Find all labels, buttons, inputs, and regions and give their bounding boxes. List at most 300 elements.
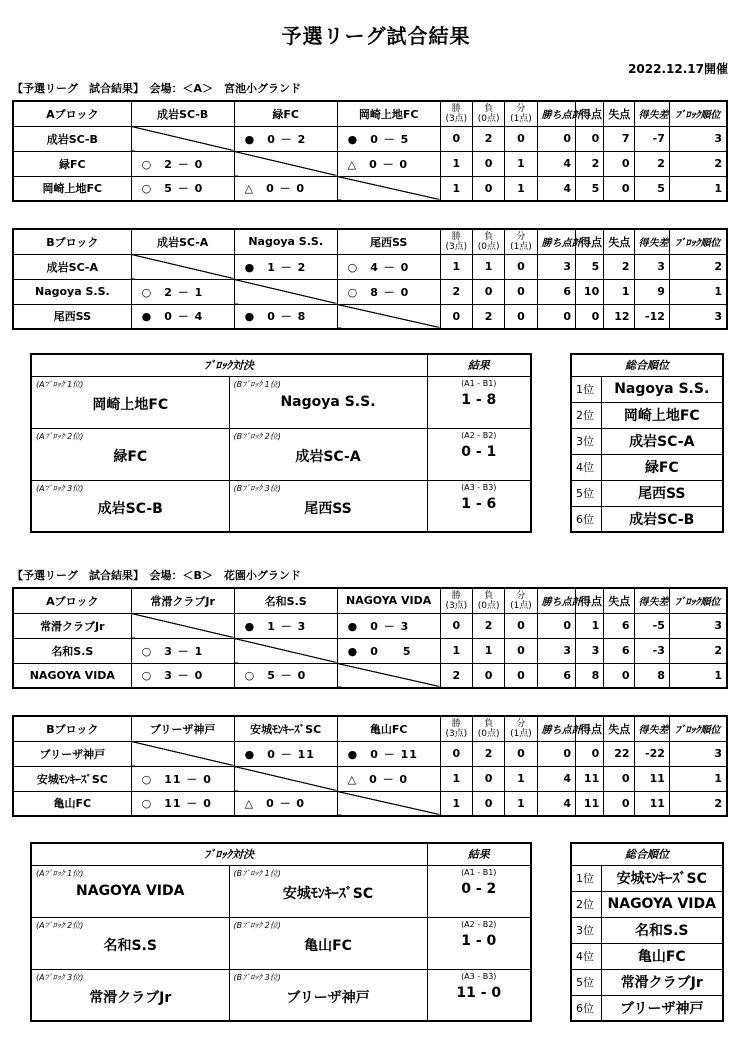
ranking-row bbox=[571, 376, 723, 402]
stat-header-label: 負 bbox=[484, 103, 494, 114]
stat-gd: 2 bbox=[634, 151, 669, 176]
versus-team-cell bbox=[229, 917, 427, 969]
stat-gf: 10 bbox=[575, 279, 603, 304]
block-rank-caption: (Bﾌﾞﾛｯｸ 1位) bbox=[233, 868, 281, 878]
table-row bbox=[13, 126, 727, 151]
league-table bbox=[12, 715, 728, 817]
ranking-team: ブリーザ神戸 bbox=[601, 995, 723, 1021]
stat-l: 2 bbox=[472, 304, 504, 329]
stat-pts: 4 bbox=[537, 176, 575, 201]
versus-team: NAGOYA VIDA bbox=[76, 882, 185, 899]
match-code: (A1 - B1) bbox=[461, 378, 497, 388]
stat-rank: 3 bbox=[669, 126, 727, 151]
match-code: (A3 - B3) bbox=[461, 971, 497, 981]
stat-header bbox=[505, 588, 537, 613]
stat-rank: 2 bbox=[669, 791, 727, 816]
versus-team-cell bbox=[31, 376, 229, 428]
versus-team-cell bbox=[229, 480, 427, 532]
stat-d: 0 bbox=[505, 126, 537, 151]
table-row bbox=[13, 279, 727, 304]
block-versus-table bbox=[30, 842, 532, 1022]
result-head: 結果 bbox=[427, 354, 531, 376]
team-name: 安城ﾓﾝｷｰｽﾞSC bbox=[13, 766, 131, 791]
team-name: 岡崎上地FC bbox=[13, 176, 131, 201]
versus-team: 尾西SS bbox=[304, 500, 352, 517]
stat-pts: 4 bbox=[537, 151, 575, 176]
table-row bbox=[13, 766, 727, 791]
stat-gd: -5 bbox=[634, 613, 669, 638]
event-date: 2022.12.17開催 bbox=[628, 62, 728, 76]
stat-header bbox=[505, 716, 537, 741]
opponent-header: 安城ﾓﾝｷｰｽﾞSC bbox=[234, 716, 337, 741]
ranking-team: 名和S.S bbox=[601, 917, 723, 943]
stat-rank: 1 bbox=[669, 279, 727, 304]
table-row bbox=[13, 663, 727, 688]
block-rank-caption: (Aﾌﾞﾛｯｸ 2位) bbox=[36, 920, 84, 930]
stat-rank: 3 bbox=[669, 741, 727, 766]
opponent-header: ブリーザ神戸 bbox=[131, 716, 234, 741]
stat-gd: 9 bbox=[634, 279, 669, 304]
stat-header: 得点 bbox=[575, 588, 603, 613]
team-name: 常滑クラブJr bbox=[13, 613, 131, 638]
ranking-position: 2位 bbox=[571, 402, 601, 428]
stat-l: 1 bbox=[472, 254, 504, 279]
versus-team-cell bbox=[31, 917, 229, 969]
versus-team-cell bbox=[31, 865, 229, 917]
stat-w: 0 bbox=[440, 613, 472, 638]
match-result: ○ 5 － 0 bbox=[131, 176, 234, 201]
ranking-position: 4位 bbox=[571, 454, 601, 480]
self-match-cell bbox=[131, 613, 234, 638]
team-name: ブリーザ神戸 bbox=[13, 741, 131, 766]
stat-header-sub: (0点) bbox=[477, 113, 500, 124]
self-match-cell bbox=[131, 126, 234, 151]
stat-header-label: 勝 bbox=[451, 590, 461, 601]
stat-w: 0 bbox=[440, 126, 472, 151]
versus-header-row bbox=[31, 354, 531, 376]
stat-header: 得失差 bbox=[634, 101, 669, 126]
block-rank-caption: (Aﾌﾞﾛｯｸ 3位) bbox=[36, 483, 84, 493]
league-table bbox=[12, 228, 728, 330]
page-title: 予選リーグ試合結果 bbox=[281, 24, 471, 48]
self-match-cell bbox=[234, 638, 337, 663]
ranking-row bbox=[571, 506, 723, 532]
stat-d: 0 bbox=[505, 663, 537, 688]
stat-header bbox=[472, 229, 504, 254]
ranking-row bbox=[571, 891, 723, 917]
stat-gd: -22 bbox=[634, 741, 669, 766]
versus-team: 常滑クラブJr bbox=[89, 989, 172, 1006]
stat-header-sub: (0点) bbox=[477, 600, 500, 611]
stat-d: 0 bbox=[505, 613, 537, 638]
team-name: Nagoya S.S. bbox=[13, 279, 131, 304]
match-result: ● 1 － 2 bbox=[234, 254, 337, 279]
match-result: △ 0 － 0 bbox=[234, 791, 337, 816]
versus-result-cell bbox=[427, 428, 531, 480]
block-name: Bブロック bbox=[13, 716, 131, 741]
header-row bbox=[13, 588, 727, 613]
team-name: 尾西SS bbox=[13, 304, 131, 329]
match-result: ● 0 － 8 bbox=[234, 304, 337, 329]
match-result: ● 0 5 bbox=[337, 638, 440, 663]
stat-l: 0 bbox=[472, 663, 504, 688]
venue-label: 【予選リーグ 試合結果】 会場：＜A＞ 宮池小グランド bbox=[12, 82, 302, 95]
versus-team-cell bbox=[229, 865, 427, 917]
opponent-header: 成岩SC-A bbox=[131, 229, 234, 254]
match-result: △ 0 － 0 bbox=[337, 151, 440, 176]
ranking-position: 6位 bbox=[571, 995, 601, 1021]
overall-ranking-table bbox=[570, 842, 724, 1022]
stat-w: 1 bbox=[440, 766, 472, 791]
league-table bbox=[12, 587, 728, 689]
stat-d: 0 bbox=[505, 254, 537, 279]
stat-ga: 0 bbox=[604, 791, 634, 816]
stat-header-label: 勝 bbox=[451, 718, 461, 729]
stat-gf: 0 bbox=[575, 126, 603, 151]
table-row bbox=[13, 151, 727, 176]
ranking-position: 5位 bbox=[571, 480, 601, 506]
table-row bbox=[13, 638, 727, 663]
table-row bbox=[13, 176, 727, 201]
opponent-header: Nagoya S.S. bbox=[234, 229, 337, 254]
versus-row bbox=[31, 917, 531, 969]
stat-gf: 11 bbox=[575, 766, 603, 791]
versus-row bbox=[31, 969, 531, 1021]
match-code: (A3 - B3) bbox=[461, 482, 497, 492]
stat-header: 勝ち点計 bbox=[537, 716, 575, 741]
stat-d: 0 bbox=[505, 304, 537, 329]
ranking-head: 総合順位 bbox=[571, 354, 723, 376]
stat-gf: 2 bbox=[575, 151, 603, 176]
stat-d: 1 bbox=[505, 176, 537, 201]
match-result: △ 0 － 0 bbox=[337, 766, 440, 791]
block-name: Bブロック bbox=[13, 229, 131, 254]
stat-pts: 3 bbox=[537, 638, 575, 663]
stat-header: 得点 bbox=[575, 101, 603, 126]
versus-team: 緑FC bbox=[113, 448, 148, 465]
stat-w: 2 bbox=[440, 279, 472, 304]
stat-header: ﾌﾞﾛｯｸ順位 bbox=[669, 229, 727, 254]
stat-header bbox=[440, 229, 472, 254]
block-versus-table bbox=[30, 353, 532, 533]
stat-header-sub: (3点) bbox=[445, 113, 468, 124]
ranking-row bbox=[571, 969, 723, 995]
stat-w: 0 bbox=[440, 304, 472, 329]
stat-d: 1 bbox=[505, 791, 537, 816]
stat-ga: 0 bbox=[604, 176, 634, 201]
stat-header: 得点 bbox=[575, 716, 603, 741]
stat-ga: 0 bbox=[604, 151, 634, 176]
stat-header: 失点 bbox=[604, 716, 634, 741]
stat-header bbox=[505, 101, 537, 126]
team-name: 亀山FC bbox=[13, 791, 131, 816]
stat-ga: 6 bbox=[604, 613, 634, 638]
versus-score: 1 - 6 bbox=[461, 495, 497, 512]
versus-result-cell bbox=[427, 865, 531, 917]
stat-pts: 0 bbox=[537, 741, 575, 766]
stat-header: 勝ち点計 bbox=[537, 588, 575, 613]
block-rank-caption: (Bﾌﾞﾛｯｸ 2位) bbox=[233, 920, 281, 930]
stat-rank: 1 bbox=[669, 663, 727, 688]
ranking-team: 亀山FC bbox=[601, 943, 723, 969]
ranking-row bbox=[571, 402, 723, 428]
self-match-cell bbox=[337, 304, 440, 329]
block-name: Aブロック bbox=[13, 588, 131, 613]
versus-team: ブリーザ神戸 bbox=[286, 989, 370, 1006]
block-rank-caption: (Bﾌﾞﾛｯｸ 1位) bbox=[233, 379, 281, 389]
versus-team-cell bbox=[229, 376, 427, 428]
stat-gd: -3 bbox=[634, 638, 669, 663]
stat-w: 1 bbox=[440, 638, 472, 663]
ranking-head: 総合順位 bbox=[571, 843, 723, 865]
stat-header: ﾌﾞﾛｯｸ順位 bbox=[669, 588, 727, 613]
table-row bbox=[13, 254, 727, 279]
block-rank-caption: (Bﾌﾞﾛｯｸ 3位) bbox=[233, 483, 281, 493]
stat-gf: 5 bbox=[575, 254, 603, 279]
ranking-team: NAGOYA VIDA bbox=[601, 891, 723, 917]
header-row bbox=[13, 101, 727, 126]
stat-pts: 0 bbox=[537, 126, 575, 151]
table-row bbox=[13, 613, 727, 638]
opponent-header: 亀山FC bbox=[337, 716, 440, 741]
versus-team-cell bbox=[229, 428, 427, 480]
match-code: (A2 - B2) bbox=[461, 919, 497, 929]
stat-gd: 3 bbox=[634, 254, 669, 279]
opponent-header: 緑FC bbox=[234, 101, 337, 126]
stat-header: 得失差 bbox=[634, 229, 669, 254]
venue-label: 【予選リーグ 試合結果】 会場：＜B＞ 花園小グランド bbox=[12, 569, 301, 582]
stat-header-label: 負 bbox=[484, 590, 494, 601]
self-match-cell bbox=[234, 279, 337, 304]
ranking-team: 岡崎上地FC bbox=[601, 402, 723, 428]
block-rank-caption: (Aﾌﾞﾛｯｸ 1位) bbox=[36, 379, 84, 389]
stat-header: ﾌﾞﾛｯｸ順位 bbox=[669, 101, 727, 126]
ranking-row bbox=[571, 480, 723, 506]
opponent-header: 常滑クラブJr bbox=[131, 588, 234, 613]
stat-gd: 8 bbox=[634, 663, 669, 688]
stat-w: 1 bbox=[440, 151, 472, 176]
versus-head: ﾌﾞﾛｯｸ対決 bbox=[31, 843, 427, 865]
ranking-team: 尾西SS bbox=[601, 480, 723, 506]
match-result: ○ 8 － 0 bbox=[337, 279, 440, 304]
match-result: ● 0 － 11 bbox=[234, 741, 337, 766]
stat-rank: 2 bbox=[669, 638, 727, 663]
match-result: ● 0 － 3 bbox=[337, 613, 440, 638]
block-rank-caption: (Aﾌﾞﾛｯｸ 1位) bbox=[36, 868, 84, 878]
stat-header bbox=[472, 588, 504, 613]
stat-gf: 8 bbox=[575, 663, 603, 688]
stat-rank: 2 bbox=[669, 254, 727, 279]
stat-header: 勝ち点計 bbox=[537, 101, 575, 126]
stat-ga: 22 bbox=[604, 741, 634, 766]
match-result: ○ 2 － 1 bbox=[131, 279, 234, 304]
versus-result-cell bbox=[427, 917, 531, 969]
stat-gd: 11 bbox=[634, 791, 669, 816]
stat-header-label: 分 bbox=[516, 718, 526, 729]
stat-w: 0 bbox=[440, 741, 472, 766]
stat-header: 失点 bbox=[604, 588, 634, 613]
stat-pts: 3 bbox=[537, 254, 575, 279]
stat-pts: 6 bbox=[537, 279, 575, 304]
versus-team: 亀山FC bbox=[304, 937, 352, 954]
opponent-header: 名和S.S bbox=[234, 588, 337, 613]
team-name: 名和S.S bbox=[13, 638, 131, 663]
ranking-row bbox=[571, 995, 723, 1021]
stat-w: 1 bbox=[440, 254, 472, 279]
ranking-row bbox=[571, 943, 723, 969]
versus-team-cell bbox=[31, 480, 229, 532]
stat-w: 1 bbox=[440, 176, 472, 201]
stat-rank: 2 bbox=[669, 151, 727, 176]
stat-l: 0 bbox=[472, 176, 504, 201]
stat-l: 2 bbox=[472, 741, 504, 766]
stat-l: 1 bbox=[472, 638, 504, 663]
opponent-header: NAGOYA VIDA bbox=[337, 588, 440, 613]
stat-ga: 0 bbox=[604, 663, 634, 688]
versus-team-cell bbox=[31, 969, 229, 1021]
stat-header bbox=[440, 588, 472, 613]
stat-d: 0 bbox=[505, 279, 537, 304]
stat-header bbox=[440, 101, 472, 126]
match-code: (A2 - B2) bbox=[461, 430, 497, 440]
ranking-position: 3位 bbox=[571, 428, 601, 454]
stat-header bbox=[472, 101, 504, 126]
stat-ga: 2 bbox=[604, 254, 634, 279]
stat-pts: 0 bbox=[537, 304, 575, 329]
match-result: ○ 11 － 0 bbox=[131, 791, 234, 816]
versus-team: Nagoya S.S. bbox=[280, 393, 376, 410]
stat-header-sub: (1点) bbox=[510, 728, 532, 739]
stat-gd: 11 bbox=[634, 766, 669, 791]
versus-score: 1 - 8 bbox=[461, 391, 497, 408]
table-row bbox=[13, 304, 727, 329]
ranking-team: 成岩SC-A bbox=[601, 428, 723, 454]
versus-row bbox=[31, 480, 531, 532]
self-match-cell bbox=[131, 254, 234, 279]
block-name: Aブロック bbox=[13, 101, 131, 126]
stat-header-sub: (1点) bbox=[510, 600, 532, 611]
stat-header-sub: (1点) bbox=[510, 241, 532, 252]
stat-header bbox=[472, 716, 504, 741]
stat-l: 2 bbox=[472, 613, 504, 638]
stat-rank: 1 bbox=[669, 766, 727, 791]
ranking-header-row bbox=[571, 354, 723, 376]
stat-pts: 6 bbox=[537, 663, 575, 688]
stat-header-label: 分 bbox=[516, 103, 526, 114]
ranking-position: 1位 bbox=[571, 865, 601, 891]
table-row bbox=[13, 791, 727, 816]
ranking-position: 2位 bbox=[571, 891, 601, 917]
ranking-position: 3位 bbox=[571, 917, 601, 943]
block-rank-caption: (Aﾌﾞﾛｯｸ 2位) bbox=[36, 431, 84, 441]
ranking-team: Nagoya S.S. bbox=[601, 376, 723, 402]
ranking-position: 4位 bbox=[571, 943, 601, 969]
result-head: 結果 bbox=[427, 843, 531, 865]
stat-l: 2 bbox=[472, 126, 504, 151]
self-match-cell bbox=[131, 741, 234, 766]
stat-d: 1 bbox=[505, 151, 537, 176]
opponent-header: 岡崎上地FC bbox=[337, 101, 440, 126]
stat-header-label: 分 bbox=[516, 231, 526, 242]
match-result: ○ 3 － 0 bbox=[131, 663, 234, 688]
stat-header-sub: (0点) bbox=[477, 728, 500, 739]
stat-header-sub: (3点) bbox=[445, 600, 468, 611]
self-match-cell bbox=[234, 151, 337, 176]
stat-header-label: 勝 bbox=[451, 231, 461, 242]
versus-team-cell bbox=[229, 969, 427, 1021]
stat-gf: 0 bbox=[575, 741, 603, 766]
stat-header-sub: (3点) bbox=[445, 728, 468, 739]
ranking-position: 1位 bbox=[571, 376, 601, 402]
versus-score: 0 - 2 bbox=[461, 880, 497, 897]
versus-team: 成岩SC-A bbox=[295, 448, 361, 465]
versus-team: 安城ﾓﾝｷｰｽﾞSC bbox=[282, 885, 374, 902]
self-match-cell bbox=[337, 663, 440, 688]
match-result: ○ 2 － 0 bbox=[131, 151, 234, 176]
versus-score: 1 - 0 bbox=[461, 932, 497, 949]
versus-row bbox=[31, 376, 531, 428]
block-rank-caption: (Aﾌﾞﾛｯｸ 3位) bbox=[36, 972, 84, 982]
stat-gf: 5 bbox=[575, 176, 603, 201]
stat-header bbox=[505, 229, 537, 254]
stat-ga: 12 bbox=[604, 304, 634, 329]
stat-header-label: 負 bbox=[484, 718, 494, 729]
versus-row bbox=[31, 428, 531, 480]
stat-header: 得点 bbox=[575, 229, 603, 254]
ranking-team: 安城ﾓﾝｷｰｽﾞSC bbox=[601, 865, 723, 891]
match-result: ● 0 － 4 bbox=[131, 304, 234, 329]
versus-result-cell bbox=[427, 480, 531, 532]
match-result: △ 0 － 0 bbox=[234, 176, 337, 201]
stat-d: 1 bbox=[505, 766, 537, 791]
stat-header-label: 負 bbox=[484, 231, 494, 242]
header-row bbox=[13, 229, 727, 254]
versus-row bbox=[31, 865, 531, 917]
ranking-team: 成岩SC-B bbox=[601, 506, 723, 532]
stat-pts: 4 bbox=[537, 766, 575, 791]
stat-gf: 1 bbox=[575, 613, 603, 638]
stat-d: 0 bbox=[505, 741, 537, 766]
versus-team: 成岩SC-B bbox=[97, 500, 163, 517]
versus-score: 11 - 0 bbox=[456, 984, 502, 1001]
match-result: ○ 3 － 1 bbox=[131, 638, 234, 663]
league-table bbox=[12, 100, 728, 202]
stat-rank: 3 bbox=[669, 304, 727, 329]
stat-rank: 1 bbox=[669, 176, 727, 201]
stat-pts: 0 bbox=[537, 613, 575, 638]
stat-gd: -12 bbox=[634, 304, 669, 329]
stat-ga: 0 bbox=[604, 766, 634, 791]
versus-result-cell bbox=[427, 376, 531, 428]
ranking-header-row bbox=[571, 843, 723, 865]
stat-header: 失点 bbox=[604, 101, 634, 126]
block-rank-caption: (Bﾌﾞﾛｯｸ 3位) bbox=[233, 972, 281, 982]
stat-header-sub: (0点) bbox=[477, 241, 500, 252]
match-result: ● 0 － 2 bbox=[234, 126, 337, 151]
team-name: 緑FC bbox=[13, 151, 131, 176]
stat-gf: 3 bbox=[575, 638, 603, 663]
team-name: NAGOYA VIDA bbox=[13, 663, 131, 688]
stat-l: 0 bbox=[472, 151, 504, 176]
stat-header bbox=[440, 716, 472, 741]
stat-gd: -7 bbox=[634, 126, 669, 151]
versus-header-row bbox=[31, 843, 531, 865]
versus-team-cell bbox=[31, 428, 229, 480]
header-row bbox=[13, 716, 727, 741]
ranking-row bbox=[571, 865, 723, 891]
ranking-team: 常滑クラブJr bbox=[601, 969, 723, 995]
self-match-cell bbox=[337, 176, 440, 201]
